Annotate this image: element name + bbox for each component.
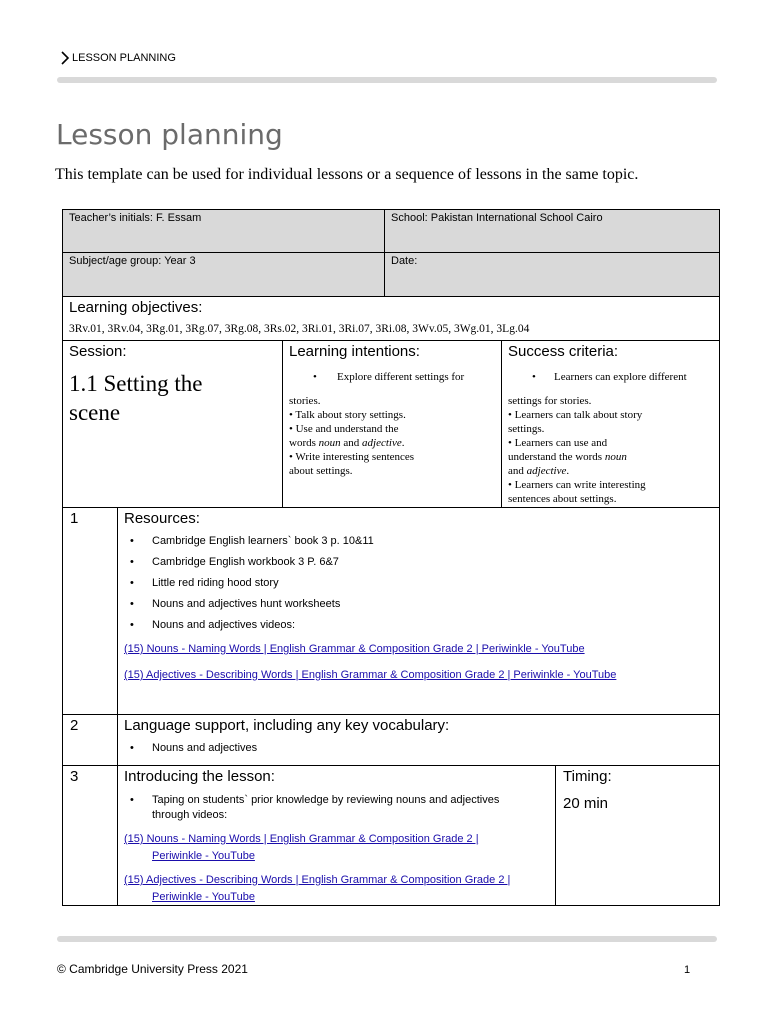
timing-value: 20 min [563,795,609,812]
learning-intentions-cell [282,340,502,508]
intention-item-talk: • Talk about story settings. [289,409,406,421]
timing-cell [555,765,720,906]
row-number: 3 [70,768,79,785]
intention-item-use: • Use and understand the [289,423,399,435]
intention-item-explore: • Explore different settings for [313,371,465,383]
header-section-label: LESSON PLANNING [72,52,176,64]
criteria-item-use-cont: understand the words noun [508,451,627,463]
timing-label: Timing: [563,768,612,785]
adjectives-video-link[interactable]: (15) Adjectives - Describing Words | English Grammar & Composition Grade 2 | Periwinkle - YouTube [124,669,617,681]
intro-text: This template can be used for individual lessons or a sequence of lessons in the same topic. [55,166,639,183]
criteria-item-use-cont2: and adjective. [508,465,570,477]
introducing-lesson-cell [117,765,556,906]
list-item: • Little red riding hood story [124,577,713,589]
language-support-cell [117,714,720,766]
success-criteria-cell [501,340,720,508]
subject-cell [62,252,385,297]
intention-item-use-cont: words noun and adjective. [289,437,405,449]
page-number: 1 [684,964,691,976]
session-label: Session: [69,343,127,360]
teacher-initials-cell [62,209,385,253]
language-support-label: Language support, including any key vocabulary: [124,717,450,734]
row-number: 2 [70,717,79,734]
session-cell [62,340,283,508]
page-title: Lesson planning [56,118,283,151]
list-item: • Cambridge English learners` book 3 p. 10&11 [124,535,713,547]
nouns-video-link[interactable]: (15) Nouns - Naming Words | English Grammar & Composition Grade 2 | Periwinkle - YouTube [124,643,585,655]
session-title: 1.1 Setting the scene [69,371,203,425]
intention-item-write-cont: about settings. [289,465,353,477]
list-item: • Nouns and adjectives hunt worksheets [124,598,713,610]
intention-item-explore-cont: stories. [289,395,321,407]
learning-objectives-codes: 3Rv.01, 3Rv.04, 3Rg.01, 3Rg.07, 3Rg.08, 3Rs.02, 3Ri.01, 3Ri.07, 3Ri.08, 3Wv.05, 3Wg.01, 3Lg.04 [69,323,530,335]
learning-objectives-cell [62,296,720,341]
intention-item-write: • Write interesting sentences [289,451,415,463]
row-number-cell [62,714,118,766]
adjectives-video-link[interactable]: (15) Adjectives - Describing Words | English Grammar & Composition Grade 2 | Periwinkle - YouTube [124,874,511,903]
learning-intentions-label: Learning intentions: [289,343,420,360]
row-number-cell [62,765,118,906]
criteria-item-explore: • Learners can explore different [532,371,687,383]
header-divider [57,77,717,83]
running-header [60,51,176,65]
list-item: • Cambridge English workbook 3 P. 6&7 [124,556,713,568]
learning-objectives-label: Learning objectives: [69,299,203,316]
criteria-item-write: • Learners can write interesting [508,479,646,491]
date-cell [384,252,720,297]
criteria-item-explore-cont: settings for stories. [508,395,592,407]
criteria-item-talk: • Learners can talk about story [508,409,643,421]
resources-label: Resources: [124,510,200,527]
teacher-initials: Teacher’s initials: F. Essam [69,212,202,224]
criteria-item-use: • Learners can use and [508,437,608,449]
subject-age-group: Subject/age group: Year 3 [69,255,196,267]
resources-list [124,535,713,631]
list-item: • Taping on students` prior knowledge by reviewing nouns and adjectives through videos: [124,793,549,823]
resources-cell [117,507,720,715]
criteria-item-talk-cont: settings. [508,423,545,435]
criteria-item-write-cont: sentences about settings. [508,493,617,505]
copyright: © Cambridge University Press 2021 [57,962,248,976]
list-item: • Nouns and adjectives videos: [124,619,713,631]
nouns-video-link[interactable]: (15) Nouns - Naming Words | English Grammar & Composition Grade 2 | Periwinkle - YouTube [124,833,479,862]
introducing-lesson-label: Introducing the lesson: [124,768,275,785]
row-number: 1 [70,510,79,527]
row-number-cell [62,507,118,715]
footer-divider [57,936,717,942]
school-name: School: Pakistan International School Cairo [391,212,603,224]
date-label: Date: [391,255,418,267]
success-criteria-label: Success criteria: [508,343,619,360]
list-item: • Nouns and adjectives [124,742,713,754]
chevron-right-icon [60,51,70,65]
school-cell [384,209,720,253]
